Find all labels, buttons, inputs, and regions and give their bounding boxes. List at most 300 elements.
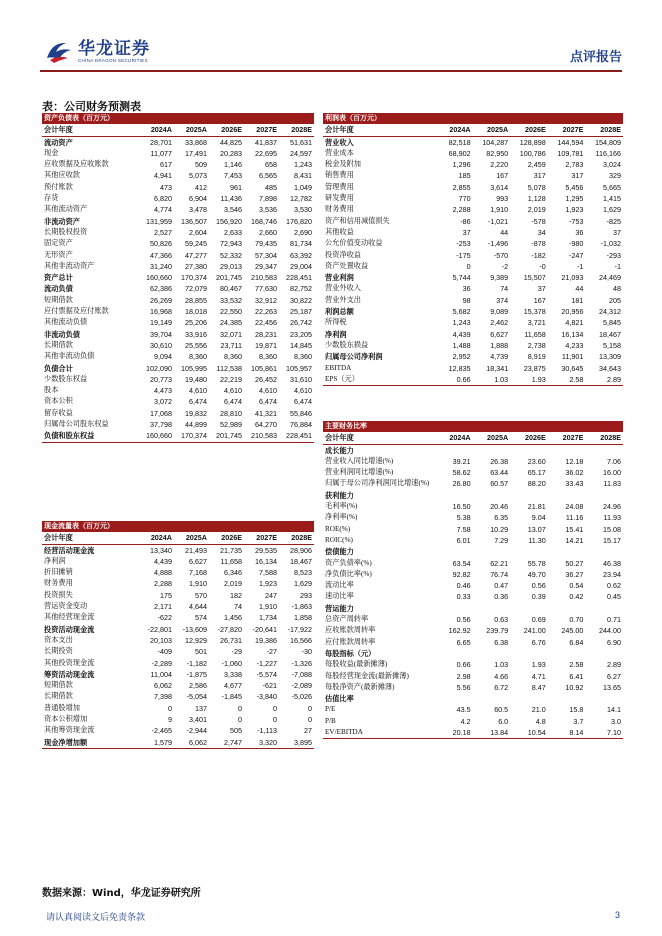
table-row bbox=[42, 317, 314, 328]
row-label: P/B bbox=[325, 716, 336, 725]
value-cell: 20,956 bbox=[561, 307, 584, 317]
value-cell: 30,645 bbox=[561, 363, 584, 373]
table-row bbox=[323, 329, 623, 340]
header-row bbox=[42, 532, 314, 544]
table-row bbox=[42, 159, 314, 170]
value-cell: 412 bbox=[195, 182, 207, 192]
value-cell: 6.38 bbox=[494, 637, 509, 647]
value-cell: 228,451 bbox=[279, 430, 314, 442]
section-title-row bbox=[42, 521, 314, 532]
value-cell: 57,304 bbox=[255, 250, 277, 260]
value-cell: 20,283 bbox=[220, 148, 242, 158]
value-cell: 11,004 bbox=[150, 669, 172, 679]
value-cell: 28,701 bbox=[150, 137, 172, 147]
value-cell: 0 bbox=[238, 715, 242, 725]
value-cell: 14.1 bbox=[607, 705, 621, 715]
value-cell: 1,629 bbox=[294, 579, 312, 589]
value-cell: 6,474 bbox=[189, 397, 207, 407]
value-cell: -175 bbox=[456, 250, 471, 260]
value-cell bbox=[435, 603, 473, 614]
table-row bbox=[323, 716, 623, 727]
row-label: 非流动负债 bbox=[44, 329, 80, 339]
table-row bbox=[323, 671, 623, 682]
row-label: 速动比率 bbox=[325, 592, 354, 601]
value-cell: 156,920 bbox=[216, 216, 242, 226]
year-header: 2028E bbox=[585, 432, 623, 444]
row-label: 净利润 bbox=[44, 556, 66, 565]
value-cell: 3,072 bbox=[154, 397, 172, 407]
row-label: 净利润 bbox=[325, 329, 347, 339]
value-cell: 15.17 bbox=[603, 535, 621, 545]
value-cell: 32,071 bbox=[220, 329, 242, 339]
row-label: 其他经营现金流 bbox=[44, 613, 95, 622]
value-cell: 4,610 bbox=[224, 386, 242, 396]
row-label: 财务费用 bbox=[44, 579, 73, 588]
value-cell bbox=[510, 693, 548, 704]
value-cell: 20,103 bbox=[150, 635, 172, 645]
value-cell: 4,439 bbox=[452, 329, 471, 339]
value-cell: 76.74 bbox=[490, 569, 509, 579]
year-header: 2025A bbox=[473, 124, 511, 136]
value-cell: 39,704 bbox=[150, 329, 172, 339]
value-cell: 1,488 bbox=[452, 340, 471, 350]
value-cell: 13,309 bbox=[599, 352, 621, 362]
value-cell: 28,855 bbox=[185, 295, 207, 305]
value-cell: 317 bbox=[533, 171, 546, 181]
value-cell: -13,609 bbox=[182, 624, 207, 634]
table-row bbox=[323, 444, 623, 456]
value-cell: 0.56 bbox=[531, 581, 546, 591]
table-row bbox=[42, 216, 314, 227]
section-title-row bbox=[323, 421, 623, 432]
value-cell: 2,604 bbox=[189, 227, 207, 237]
year-header: 2025A bbox=[473, 432, 511, 444]
value-cell: -980 bbox=[568, 239, 584, 249]
value-cell: 105,995 bbox=[181, 363, 207, 373]
value-cell: 16,968 bbox=[150, 307, 172, 317]
value-cell: 181 bbox=[571, 295, 584, 305]
value-cell: -1,113 bbox=[257, 726, 277, 736]
value-cell bbox=[473, 603, 511, 614]
value-cell: 5,158 bbox=[603, 340, 621, 350]
table-row bbox=[323, 250, 623, 261]
value-cell: 9 bbox=[168, 715, 172, 725]
value-cell: 4,644 bbox=[189, 602, 207, 612]
value-cell bbox=[585, 490, 623, 501]
value-cell: 37,798 bbox=[150, 420, 172, 430]
table-row bbox=[323, 148, 623, 159]
table-row bbox=[323, 204, 623, 215]
row-label: 净利率(%) bbox=[325, 513, 358, 522]
value-cell: 81,734 bbox=[290, 239, 312, 249]
value-cell: -86 bbox=[460, 216, 471, 226]
value-cell: 3,536 bbox=[259, 205, 277, 215]
section-title: 资产负债表（百万元） bbox=[42, 113, 314, 124]
value-cell: 3,478 bbox=[189, 205, 207, 215]
value-cell: 33,868 bbox=[185, 137, 207, 147]
table-row bbox=[323, 159, 623, 170]
value-cell: 3.0 bbox=[611, 716, 621, 726]
value-cell: -5,026 bbox=[291, 692, 312, 702]
value-cell: 23,205 bbox=[290, 329, 312, 339]
value-cell: 98 bbox=[462, 295, 471, 305]
value-cell: 10.29 bbox=[490, 524, 509, 534]
row-label: 其他筹资现金流 bbox=[44, 726, 95, 735]
row-label: 应收票据及应收账款 bbox=[44, 160, 109, 169]
table-row bbox=[323, 535, 623, 546]
value-cell: 30,822 bbox=[290, 295, 312, 305]
value-cell bbox=[585, 648, 623, 659]
value-cell: 80,467 bbox=[220, 284, 242, 294]
value-cell: 0.63 bbox=[494, 615, 509, 625]
table-row bbox=[42, 567, 314, 578]
section-title-row bbox=[323, 113, 623, 124]
value-cell: 23,875 bbox=[523, 363, 546, 373]
value-cell: 0 bbox=[466, 261, 471, 271]
row-label: 营运能力 bbox=[325, 603, 354, 613]
value-cell: 6.01 bbox=[456, 535, 471, 545]
table-row bbox=[42, 170, 314, 181]
value-cell: 79,435 bbox=[255, 239, 277, 249]
row-label: 财务费用 bbox=[325, 205, 354, 214]
value-cell: 162.92 bbox=[448, 626, 471, 636]
value-cell: -2,465 bbox=[151, 726, 172, 736]
row-label: EPS（元） bbox=[323, 374, 435, 386]
row-label: 资产处置收益 bbox=[325, 261, 369, 270]
value-cell: -1,032 bbox=[600, 239, 621, 249]
table-row bbox=[323, 558, 623, 569]
row-label: 现金净增加额 bbox=[42, 737, 139, 749]
value-cell: 9.04 bbox=[531, 513, 546, 523]
row-label: 净负债比率(%) bbox=[325, 569, 372, 578]
value-cell: 21,093 bbox=[561, 273, 584, 283]
value-cell: 1,923 bbox=[565, 205, 584, 215]
table-row bbox=[323, 374, 623, 386]
value-cell: 47,277 bbox=[185, 250, 207, 260]
value-cell: 8,431 bbox=[294, 171, 312, 181]
value-cell: 29,347 bbox=[255, 261, 277, 271]
value-cell: 0 bbox=[273, 703, 277, 713]
row-label: 资本公积 bbox=[44, 397, 73, 406]
value-cell: 5,744 bbox=[452, 273, 471, 283]
value-cell bbox=[435, 490, 473, 501]
value-cell: 170,374 bbox=[174, 430, 209, 442]
value-cell: 3,895 bbox=[279, 737, 314, 749]
value-cell: 0.36 bbox=[494, 592, 509, 602]
value-cell: 9,389 bbox=[490, 273, 509, 283]
value-cell: 6,820 bbox=[154, 194, 172, 204]
value-cell: 7.58 bbox=[456, 524, 471, 534]
table-row bbox=[42, 635, 314, 646]
value-cell: 22,263 bbox=[255, 307, 277, 317]
row-label: 归属母公司净利润 bbox=[325, 352, 383, 362]
table-row bbox=[42, 590, 314, 601]
value-cell: 0.42 bbox=[569, 592, 584, 602]
value-cell: 6.35 bbox=[494, 513, 509, 523]
row-label: 少数股东权益 bbox=[44, 374, 88, 383]
page-header bbox=[40, 38, 622, 68]
value-cell: 11,658 bbox=[220, 556, 242, 566]
value-cell: -570 bbox=[493, 250, 509, 260]
table-row bbox=[42, 250, 314, 261]
value-cell: 27 bbox=[304, 726, 312, 736]
value-cell: 160,660 bbox=[146, 273, 172, 283]
row-label: 短期借款 bbox=[44, 295, 73, 304]
table-row bbox=[42, 272, 314, 283]
value-cell: 10.92 bbox=[565, 682, 584, 692]
value-cell: 175 bbox=[160, 590, 172, 600]
value-cell: 485 bbox=[265, 182, 277, 192]
value-cell: 2,738 bbox=[527, 340, 546, 350]
value-cell: 329 bbox=[609, 171, 621, 181]
row-label: 归属母公司股东权益 bbox=[44, 420, 109, 429]
value-cell: 6,474 bbox=[294, 397, 312, 407]
value-cell: 2,633 bbox=[224, 227, 242, 237]
value-cell: 50.27 bbox=[565, 558, 584, 568]
table-row bbox=[42, 193, 314, 204]
value-cell: 22,456 bbox=[255, 318, 277, 328]
value-cell: 201,745 bbox=[216, 273, 242, 283]
table-row bbox=[323, 682, 623, 693]
year-header: 2026E bbox=[209, 532, 244, 544]
value-cell: 36 bbox=[575, 227, 584, 237]
value-cell: 76,884 bbox=[290, 420, 312, 430]
value-cell: 4,610 bbox=[189, 386, 207, 396]
value-cell: 0 bbox=[308, 703, 312, 713]
row-label: 估值比率 bbox=[325, 694, 354, 704]
value-cell: 11,077 bbox=[150, 148, 172, 158]
value-cell: 49.70 bbox=[527, 569, 546, 579]
value-cell: 33,532 bbox=[220, 295, 242, 305]
value-cell bbox=[548, 693, 586, 704]
value-cell: 509 bbox=[195, 160, 207, 170]
report-type-label: 点评报告 bbox=[569, 50, 622, 65]
value-cell: 18,467 bbox=[290, 556, 312, 566]
value-cell: 8,360 bbox=[189, 352, 207, 362]
value-cell: 16,566 bbox=[290, 635, 312, 645]
value-cell: 6,474 bbox=[259, 397, 277, 407]
value-cell: 51,631 bbox=[290, 137, 312, 147]
value-cell bbox=[473, 693, 511, 704]
table-row bbox=[323, 591, 623, 602]
row-label: 经营活动现金流 bbox=[44, 545, 95, 555]
value-cell: -27,820 bbox=[217, 624, 242, 634]
row-label: 长期投资 bbox=[44, 647, 73, 656]
row-label: 利润总额 bbox=[325, 307, 354, 317]
value-cell: 29,013 bbox=[220, 261, 242, 271]
table-row bbox=[323, 648, 623, 659]
value-cell: 7.29 bbox=[494, 535, 509, 545]
value-cell: 6.65 bbox=[456, 637, 471, 647]
row-label: 营业成本 bbox=[325, 148, 354, 157]
value-cell: 23.60 bbox=[527, 456, 546, 466]
row-label: 资本公积增加 bbox=[44, 715, 88, 724]
table-row bbox=[42, 737, 314, 749]
value-cell: 5.38 bbox=[456, 513, 471, 523]
year-header: 2026E bbox=[209, 124, 244, 136]
table-row bbox=[42, 385, 314, 396]
value-cell: 6,346 bbox=[224, 568, 242, 578]
value-cell: 1,923 bbox=[259, 579, 277, 589]
row-label: 应收账款周转率 bbox=[325, 626, 376, 635]
value-cell: 37 bbox=[462, 227, 471, 237]
value-cell: 770 bbox=[458, 194, 471, 204]
row-label: 营业利润同比增速(%) bbox=[325, 468, 394, 477]
year-header: 2027E bbox=[548, 124, 586, 136]
row-label: 短期借款 bbox=[44, 681, 73, 690]
value-cell bbox=[548, 444, 586, 456]
row-label: 无形资产 bbox=[44, 250, 73, 259]
value-cell: 13.07 bbox=[527, 524, 546, 534]
value-cell: 4,888 bbox=[154, 568, 172, 578]
row-label: 筹资活动现金流 bbox=[44, 669, 95, 679]
value-cell: 46.38 bbox=[603, 558, 621, 568]
value-cell: -753 bbox=[568, 216, 584, 226]
table-row bbox=[42, 148, 314, 159]
value-cell: -5,574 bbox=[256, 669, 277, 679]
table-row bbox=[323, 136, 623, 148]
value-cell: 1,146 bbox=[224, 160, 242, 170]
value-cell: 247 bbox=[265, 590, 277, 600]
table-row bbox=[42, 556, 314, 567]
value-cell: 3.7 bbox=[573, 716, 584, 726]
value-cell: -247 bbox=[568, 250, 584, 260]
row-label: 少数股东损益 bbox=[325, 340, 369, 349]
row-label: 营业收入同比增速(%) bbox=[325, 456, 394, 465]
value-cell: 102,090 bbox=[146, 363, 172, 373]
value-cell: 0.33 bbox=[456, 592, 471, 602]
value-cell: 4,610 bbox=[294, 386, 312, 396]
row-label: 流动比率 bbox=[325, 581, 354, 590]
value-cell: -1 bbox=[614, 261, 621, 271]
value-cell: 144,594 bbox=[557, 137, 584, 147]
value-cell: 12.18 bbox=[565, 456, 584, 466]
value-cell: 3,320 bbox=[244, 737, 279, 749]
value-cell: 29,535 bbox=[255, 545, 277, 555]
row-label: 非流动资产 bbox=[44, 216, 80, 226]
row-label: 投资损失 bbox=[44, 590, 73, 599]
year-header: 2024A bbox=[435, 124, 473, 136]
value-cell: -1,863 bbox=[291, 602, 312, 612]
row-label: 公允价值变动收益 bbox=[325, 239, 383, 248]
value-cell: 88.20 bbox=[527, 479, 546, 489]
value-cell: -2,289 bbox=[151, 658, 172, 668]
value-cell: 136,507 bbox=[181, 216, 207, 226]
value-cell: 19,386 bbox=[255, 635, 277, 645]
value-cell: 24,385 bbox=[220, 318, 242, 328]
value-cell: 4.2 bbox=[460, 716, 471, 726]
value-cell: -27 bbox=[266, 647, 277, 657]
value-cell: -578 bbox=[531, 216, 546, 226]
value-cell: 6.84 bbox=[569, 637, 584, 647]
value-cell: 1.03 bbox=[473, 374, 511, 386]
value-cell: 21,735 bbox=[220, 545, 242, 555]
value-cell: 62,386 bbox=[150, 284, 172, 294]
value-cell: 1,579 bbox=[139, 737, 174, 749]
value-cell bbox=[548, 648, 586, 659]
value-cell: 131,959 bbox=[146, 216, 172, 226]
row-label: 其他流动负债 bbox=[44, 318, 88, 327]
section-title: 现金流量表（百万元） bbox=[42, 521, 314, 532]
value-cell: 1,888 bbox=[490, 340, 509, 350]
value-cell: 961 bbox=[230, 182, 242, 192]
value-cell: 26,731 bbox=[220, 635, 242, 645]
value-cell: 0.70 bbox=[569, 615, 584, 625]
value-cell: 21.81 bbox=[527, 502, 546, 512]
value-cell bbox=[585, 693, 623, 704]
row-label: 长期股权投资 bbox=[44, 227, 88, 236]
dragon-logo-icon bbox=[44, 38, 74, 64]
row-label: 留存收益 bbox=[44, 408, 73, 417]
table-row bbox=[42, 430, 314, 442]
value-cell: 44,825 bbox=[220, 137, 242, 147]
table-row bbox=[323, 351, 623, 362]
value-cell: 116,166 bbox=[595, 148, 621, 158]
row-label: 长期借款 bbox=[44, 692, 73, 701]
value-cell: 7,588 bbox=[259, 568, 277, 578]
value-cell: 5,073 bbox=[189, 171, 207, 181]
value-cell: 26,269 bbox=[150, 295, 172, 305]
row-label: 流动负债 bbox=[44, 284, 73, 294]
value-cell: 6,062 bbox=[154, 681, 172, 691]
value-cell: 5,845 bbox=[603, 318, 621, 328]
value-cell: 1,910 bbox=[490, 205, 509, 215]
value-cell: 28,906 bbox=[290, 545, 312, 555]
value-cell: 1,910 bbox=[259, 602, 277, 612]
value-cell: 6.76 bbox=[531, 637, 546, 647]
row-label: ROIC(%) bbox=[325, 535, 353, 544]
value-cell bbox=[435, 444, 473, 456]
value-cell: 128,898 bbox=[519, 137, 546, 147]
value-cell: 2,527 bbox=[154, 227, 172, 237]
value-cell: 4,739 bbox=[490, 352, 509, 362]
value-cell: 0.69 bbox=[531, 615, 546, 625]
value-cell: 29,004 bbox=[290, 261, 312, 271]
value-cell: 14,845 bbox=[290, 340, 312, 350]
value-cell: 31,240 bbox=[150, 261, 172, 271]
value-cell: 0 bbox=[238, 703, 242, 713]
value-cell: 1,910 bbox=[189, 579, 207, 589]
value-cell: 5.56 bbox=[456, 682, 471, 692]
value-cell: 24,469 bbox=[599, 273, 621, 283]
value-cell: 82,752 bbox=[290, 284, 312, 294]
value-cell: 11.30 bbox=[528, 535, 546, 545]
value-cell: 1,128 bbox=[527, 194, 546, 204]
value-cell: 4,233 bbox=[565, 340, 584, 350]
value-cell: 4.71 bbox=[531, 671, 546, 681]
value-cell: 27,380 bbox=[185, 261, 207, 271]
table-row bbox=[323, 580, 623, 591]
table-row bbox=[323, 170, 623, 181]
value-cell: 4.8 bbox=[535, 716, 546, 726]
header-label: 会计年度 bbox=[323, 432, 435, 444]
row-label: 成长能力 bbox=[325, 445, 354, 455]
value-cell: 55,846 bbox=[290, 408, 312, 418]
value-cell: 8.47 bbox=[531, 682, 546, 692]
table-row bbox=[42, 601, 314, 612]
value-cell: 658 bbox=[265, 160, 277, 170]
value-cell: -293 bbox=[606, 250, 621, 260]
value-cell: 1.93 bbox=[531, 660, 546, 670]
row-label: 毛利率(%) bbox=[325, 502, 358, 511]
value-cell: 185 bbox=[458, 171, 471, 181]
value-cell: 2,462 bbox=[490, 318, 509, 328]
value-cell: 4,610 bbox=[259, 386, 277, 396]
value-cell: 112,538 bbox=[216, 363, 242, 373]
table-row bbox=[323, 693, 623, 704]
value-cell: 65.17 bbox=[527, 468, 546, 478]
table-row bbox=[323, 261, 623, 272]
